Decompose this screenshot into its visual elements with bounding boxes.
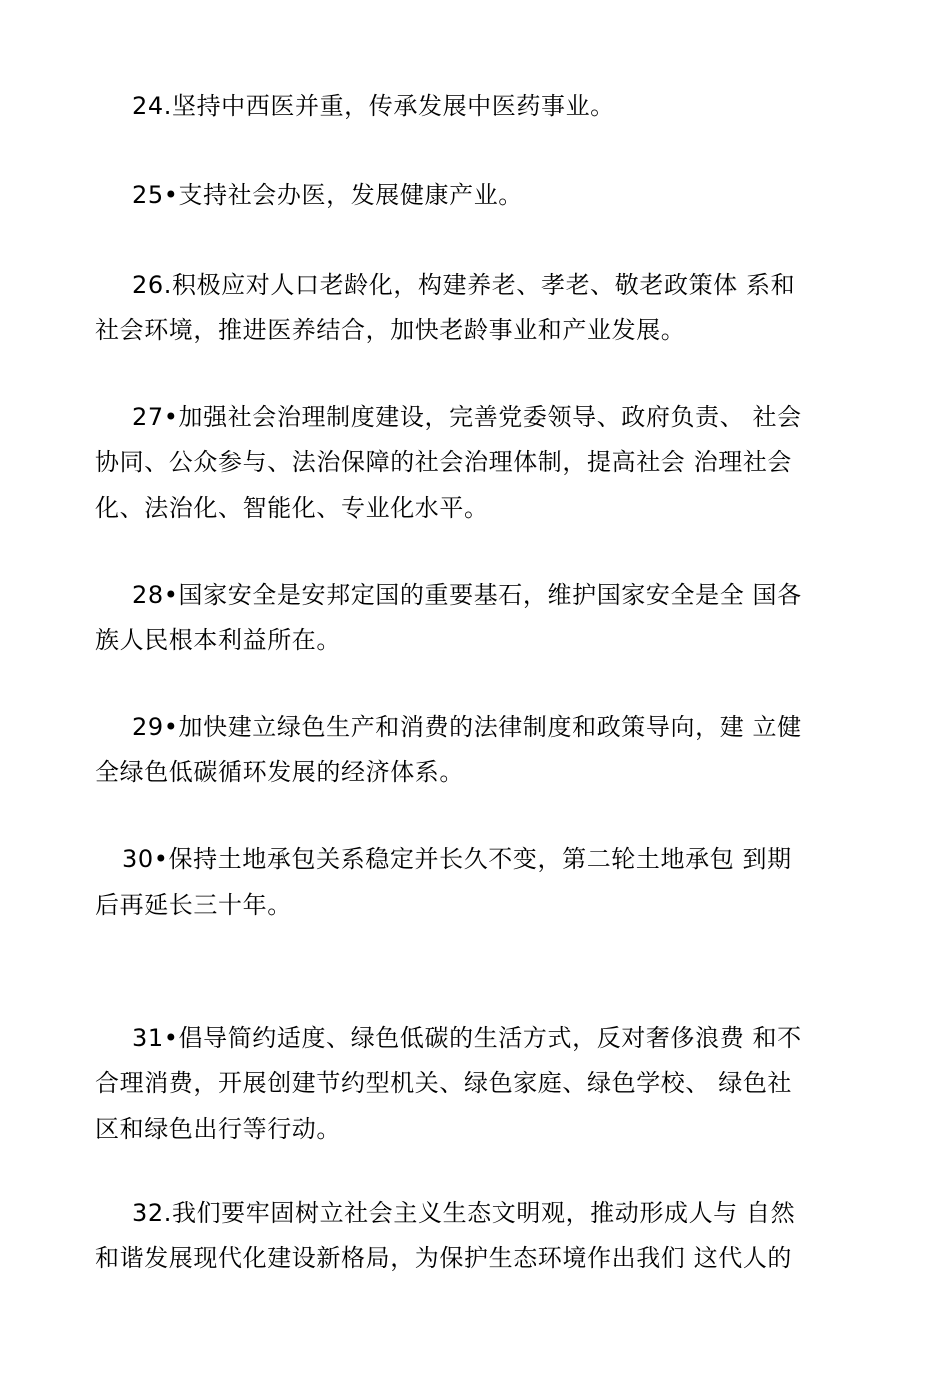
paragraph-line: 化、法治化、智能化、专业化水平。 bbox=[95, 494, 489, 522]
paragraph-line: 社会环境，推进医养结合，加快老龄事业和产业发展。 bbox=[95, 316, 686, 344]
paragraph-line: 25•支持社会办医，发展健康产业。 bbox=[132, 181, 523, 209]
paragraph-line: 族人民根本利益所在。 bbox=[95, 626, 341, 654]
paragraph-line: 合理消费，开展创建节约型机关、绿色家庭、绿色学校、 绿色社 bbox=[95, 1069, 793, 1097]
paragraph-line: 区和绿色出行等行动。 bbox=[95, 1115, 341, 1143]
paragraph-line: 30•保持土地承包关系稳定并长久不变，第二轮土地承包 到期 bbox=[122, 845, 792, 873]
paragraph-line: 31•倡导简约适度、绿色低碳的生活方式，反对奢侈浪费 和不 bbox=[132, 1024, 802, 1052]
paragraph-line: 27•加强社会治理制度建设，完善党委领导、政府负责、 社会 bbox=[132, 403, 802, 431]
paragraph-line: 和谐发展现代化建设新格局，为保护生态环境作出我们 这代人的 bbox=[95, 1244, 793, 1272]
paragraph-line: 后再延长三十年。 bbox=[95, 891, 292, 919]
paragraph-line: 28•国家安全是安邦定国的重要基石，维护国家安全是全 国各 bbox=[132, 581, 802, 609]
paragraph-line: 29•加快建立绿色生产和消费的法律制度和政策导向，建 立健 bbox=[132, 713, 802, 741]
paragraph-line: 32.我们要牢固树立社会主义生态文明观，推动形成人与 自然 bbox=[132, 1199, 796, 1227]
paragraph-line: 协同、公众参与、法治保障的社会治理体制，提高社会 治理社会 bbox=[95, 448, 793, 476]
paragraph-line: 26.积极应对人口老龄化，构建养老、孝老、敬老政策体 系和 bbox=[132, 271, 796, 299]
paragraph-line: 24.坚持中西医并重，传承发展中医药事业。 bbox=[132, 92, 615, 120]
paragraph-line: 全绿色低碳循环发展的经济体系。 bbox=[95, 758, 464, 786]
